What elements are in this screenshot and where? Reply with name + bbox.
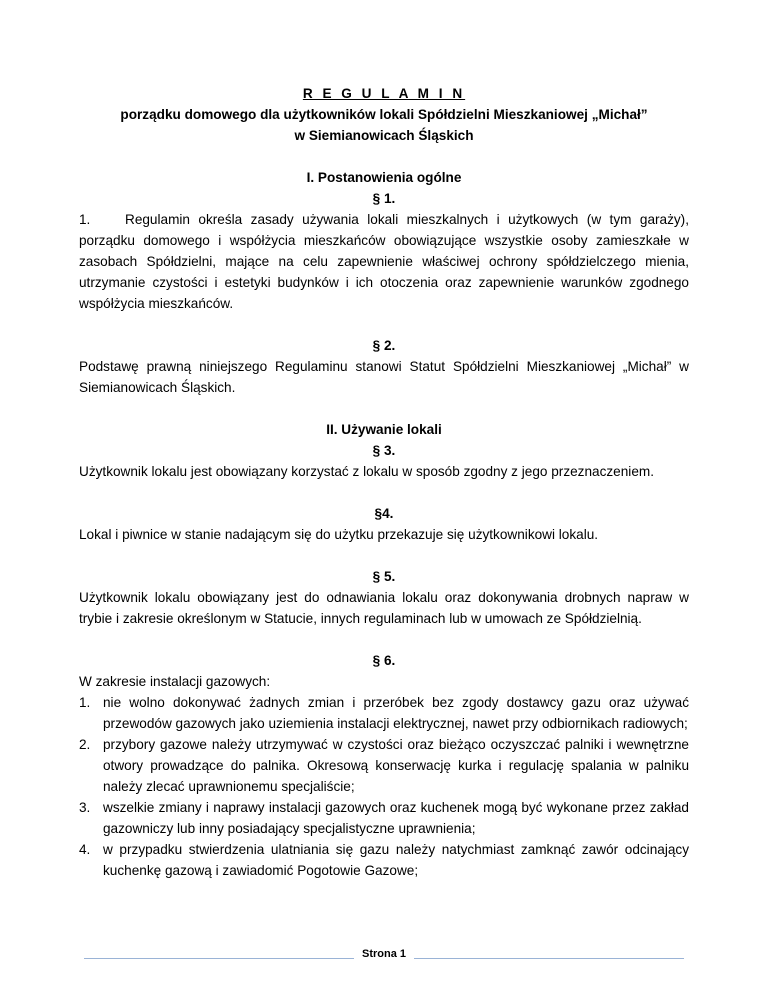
list-item-text: wszelkie zmiany i naprawy instalacji gazowych oraz kuchenek mogą być wykonane przez zakład gazowniczy lub inny posiadający specjalistyczne uprawnienia; — [103, 800, 689, 836]
list-item — [79, 692, 689, 734]
paragraph-1-text — [79, 209, 689, 314]
document-content — [79, 77, 689, 881]
list-item-number: 1. — [79, 695, 91, 710]
page-footer — [84, 946, 684, 962]
list-item-number: 4. — [79, 842, 91, 857]
footer-rule-left — [84, 958, 354, 959]
list-item-number: 3. — [79, 800, 91, 815]
paragraph-4-text: Lokal i piwnice w stanie nadającym się do użytku przekazuje się użytkownikowi lokalu. — [79, 527, 599, 542]
section-heading-usage: II. Używanie lokali — [326, 422, 442, 437]
paragraph-5-text: Użytkownik lokalu obowiązany jest do odnawiania lokalu oraz dokonywania drobnych napraw w trybie i zakresie określonym w Statucie, innych regulaminach lub w umowach ze Spółdzielnią. — [79, 590, 689, 626]
section-heading-general: I. Postanowienia ogólne — [306, 170, 462, 185]
list-item — [79, 734, 689, 797]
paragraph-2-text: Podstawę prawną niniejszego Regulaminu stanowi Statut Spółdzielni Mieszkaniowej „Michał” w Siemianowicach Śląskich. — [79, 359, 689, 395]
paragraph-4-heading: §4. — [374, 506, 394, 521]
gas-rules-list — [79, 692, 689, 881]
list-item-text: w przypadku stwierdzenia ulatniania się gazu należy natychmiast zamknąć zawór odcinający kuchenkę gazową i zawiadomić Pogotowie Gazowe; — [103, 842, 689, 878]
paragraph-3-heading: § 3. — [372, 443, 396, 458]
list-item — [79, 839, 689, 881]
list-item-number: 2. — [79, 737, 91, 752]
document-subtitle-line-2: w Siemianowicach Śląskich — [294, 128, 474, 143]
paragraph-1-number: 1. — [79, 212, 91, 227]
list-item-text: przybory gazowe należy utrzymywać w czystości oraz bieżąco oczyszczać palniki i wewnętrzne otwory prowadzące do palnika. Okresową konserwację kurka i regulację spalania w palniku należy zlecać uprawnionemu specjaliście; — [103, 737, 689, 794]
document-subtitle-line-1: porządku domowego dla użytkowników lokali Spółdzielni Mieszkaniowej „Michał” — [120, 107, 648, 122]
paragraph-1-heading: § 1. — [372, 191, 396, 206]
paragraph-6-heading: § 6. — [372, 653, 396, 668]
footer-rule-right — [414, 958, 684, 959]
paragraph-1-body: Regulamin określa zasady używania lokali mieszkalnych i użytkowych (w tym garaży), porządku domowego i współżycia mieszkańców obowiązujące wszystkie osoby zamieszkałe w zasobach Spółdzielni, mające na celu zapewnienie właściwej ochrony spółdzielczego mienia, utrzymanie czystości i estetyki budynków i ich otoczenia oraz zapewnienie warunków zgodnego współżycia mieszkańców. — [79, 212, 689, 311]
list-item-text: nie wolno dokonywać żadnych zmian i przeróbek bez zgody dostawcy gazu oraz używać przewodów gazowych jako uziemienia instalacji elektrycznej, nawet przy odbiornikach radiowych; — [103, 695, 689, 731]
paragraph-6-intro: W zakresie instalacji gazowych: — [79, 674, 271, 689]
paragraph-3-text: Użytkownik lokalu jest obowiązany korzystać z lokalu w sposób zgodny z jego przeznaczeniem. — [79, 464, 654, 479]
paragraph-2-heading: § 2. — [372, 338, 396, 353]
list-item — [79, 797, 689, 839]
page-number: Strona 1 — [361, 948, 406, 960]
paragraph-5-heading: § 5. — [372, 569, 396, 584]
document-title: R E G U L A M I N — [302, 86, 466, 101]
